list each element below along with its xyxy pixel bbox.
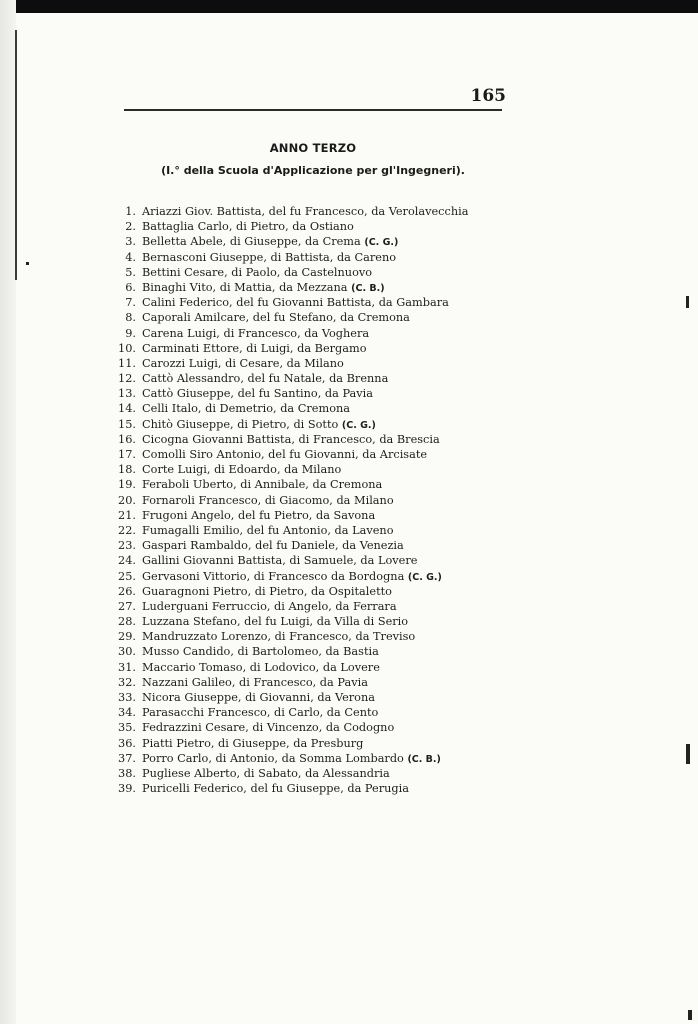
student-entry-mark: (C. G.): [407, 571, 442, 583]
row-number: 24.: [118, 554, 136, 568]
student-row: [108, 417, 508, 432]
student-row: [108, 690, 508, 705]
student-row: [108, 250, 508, 265]
student-entry-text: Puricelli Federico, del fu Giuseppe, da Perugia: [142, 782, 409, 796]
student-row: [108, 447, 508, 462]
scan-left-edge: [0, 0, 16, 1024]
student-entry-text: Gervasoni Vittorio, di Francesco da Bordogna: [142, 569, 405, 583]
student-row: [108, 569, 508, 584]
row-number: 34.: [118, 706, 136, 720]
row-number: 7.: [125, 296, 136, 310]
student-row: [108, 508, 508, 523]
student-entry-text: Feraboli Uberto, di Annibale, da Cremona: [142, 478, 383, 492]
student-entry-text: Caporali Amilcare, del fu Stefano, da Cremona: [142, 311, 410, 325]
row-number: 25.: [118, 569, 136, 583]
student-row: [108, 599, 508, 614]
student-list: [108, 204, 508, 796]
scan-speck: [686, 296, 689, 308]
student-entry-text: Binaghi Vito, di Mattia, da Mezzana: [142, 280, 348, 294]
student-entry-text: Nazzani Galileo, di Francesco, da Pavia: [142, 675, 368, 689]
row-number: 9.: [125, 326, 136, 340]
page-number: 165: [470, 86, 506, 106]
student-entry-text: Celli Italo, di Demetrio, da Cremona: [142, 402, 351, 416]
student-entry-text: Frugoni Angelo, del fu Pietro, da Savona: [142, 508, 376, 522]
student-row: [108, 675, 508, 690]
row-number: 36.: [118, 736, 136, 750]
student-entry-text: Parasacchi Francesco, di Carlo, da Cento: [142, 706, 379, 720]
student-row: [108, 493, 508, 508]
section-subtitle: (I.° della Scuola d'Applicazione per gl'Ingegneri).: [161, 164, 465, 177]
row-number: 13.: [118, 387, 136, 401]
row-number: 15.: [118, 417, 136, 431]
row-number: 35.: [118, 721, 136, 735]
student-row: [108, 584, 508, 599]
student-entry-mark: (C. G.): [341, 419, 376, 431]
student-entry-text: Cattò Alessandro, del fu Natale, da Brenna: [142, 372, 389, 386]
scan-speck: [688, 1010, 692, 1020]
row-number: 12.: [118, 372, 136, 386]
student-row: [108, 660, 508, 675]
student-entry-text: Carminati Ettore, di Luigi, da Bergamo: [142, 341, 367, 355]
student-row: [108, 265, 508, 280]
student-entry-text: Maccario Tomaso, di Lodovico, da Lovere: [142, 660, 380, 674]
row-number: 18.: [118, 463, 136, 477]
student-entry-text: Bernasconi Giuseppe, di Battista, da Careno: [142, 250, 397, 264]
student-entry-mark: (C. B.): [407, 753, 441, 765]
student-row: [108, 371, 508, 386]
row-number: 27.: [118, 599, 136, 613]
row-number: 33.: [118, 691, 136, 704]
scan-speck: [686, 744, 690, 764]
student-entry-text: Calini Federico, del fu Giovanni Battista, da Gambara: [142, 296, 449, 310]
student-entry-text: Battaglia Carlo, di Pietro, da Ostiano: [142, 220, 354, 234]
student-row: [108, 736, 508, 751]
scan-left-binding-line: [15, 30, 17, 280]
student-entry-text: Gaspari Rambaldo, del fu Daniele, da Venezia: [142, 539, 404, 553]
row-number: 5.: [125, 265, 136, 279]
student-row: [108, 204, 508, 219]
student-entry-text: Fedrazzini Cesare, di Vincenzo, da Codogno: [142, 721, 395, 735]
row-number: 6.: [125, 280, 136, 294]
row-number: 1.: [125, 205, 136, 218]
row-number: 30.: [118, 645, 136, 659]
student-row: [108, 477, 508, 492]
student-entry-text: Chitò Giuseppe, di Pietro, di Sotto: [142, 417, 339, 431]
student-row: [108, 766, 508, 781]
student-row: [108, 432, 508, 447]
student-entry-text: Carena Luigi, di Francesco, da Voghera: [142, 326, 370, 340]
row-number: 10.: [118, 341, 136, 355]
student-row: [108, 295, 508, 310]
scan-speck: [26, 262, 29, 265]
student-row: [108, 538, 508, 553]
row-number: 16.: [118, 432, 136, 446]
row-number: 17.: [118, 448, 136, 461]
student-entry-mark: (C. B.): [351, 282, 385, 294]
student-entry-text: Porro Carlo, di Antonio, da Somma Lombardo: [142, 751, 404, 765]
student-entry-text: Bettini Cesare, di Paolo, da Castelnuovo: [142, 265, 373, 279]
student-entry-text: Luderguani Ferruccio, di Angelo, da Ferrara: [142, 599, 397, 613]
student-row: [108, 219, 508, 234]
student-entry-text: Cicogna Giovanni Battista, di Francesco, da Brescia: [142, 432, 440, 446]
row-number: 28.: [118, 615, 136, 629]
student-row: [108, 781, 508, 796]
student-row: [108, 523, 508, 538]
row-number: 29.: [118, 630, 136, 644]
student-row: [108, 644, 508, 659]
student-row: [108, 751, 508, 766]
student-entry-text: Belletta Abele, di Giuseppe, da Crema: [142, 235, 361, 249]
row-number: 21.: [118, 508, 136, 522]
row-number: 4.: [125, 250, 136, 264]
student-entry-text: Luzzana Stefano, del fu Luigi, da Villa di Serio: [142, 615, 409, 629]
row-number: 22.: [118, 523, 136, 537]
student-entry-text: Piatti Pietro, di Giuseppe, da Presburg: [142, 736, 364, 750]
row-number: 2.: [125, 220, 136, 234]
student-row: [108, 356, 508, 371]
student-row: [108, 310, 508, 325]
row-number: 3.: [125, 235, 136, 249]
row-number: 14.: [118, 402, 136, 416]
student-row: [108, 705, 508, 720]
student-entry-text: Musso Candido, di Bartolomeo, da Bastia: [142, 645, 379, 659]
row-number: 23.: [118, 539, 136, 553]
row-number: 39.: [118, 782, 136, 796]
row-number: 38.: [118, 766, 136, 780]
student-entry-text: Pugliese Alberto, di Sabato, da Alessandria: [142, 766, 390, 780]
student-entry-text: Carozzi Luigi, di Cesare, da Milano: [142, 356, 344, 370]
row-number: 8.: [125, 311, 136, 325]
row-number: 37.: [118, 751, 136, 765]
student-entry-text: Corte Luigi, di Edoardo, da Milano: [142, 463, 342, 477]
row-number: 11.: [118, 356, 136, 370]
student-row: [108, 553, 508, 568]
student-row: [108, 386, 508, 401]
section-title: ANNO TERZO: [269, 141, 357, 155]
header-rule: [124, 109, 502, 111]
scan-top-edge: [0, 0, 698, 13]
student-entry-text: Comolli Siro Antonio, del fu Giovanni, da Arcisate: [142, 448, 428, 461]
student-entry-text: Fumagalli Emilio, del fu Antonio, da Laveno: [142, 523, 394, 537]
row-number: 20.: [118, 493, 136, 507]
student-row: [108, 234, 508, 249]
student-row: [108, 614, 508, 629]
student-entry-text: Fornaroli Francesco, di Giacomo, da Milano: [142, 493, 394, 507]
student-entry-text: Ariazzi Giov. Battista, del fu Francesco, da Verolavecchia: [142, 205, 469, 218]
student-row: [108, 720, 508, 735]
row-number: 32.: [118, 675, 136, 689]
student-entry-text: Gallini Giovanni Battista, di Samuele, da Lovere: [142, 554, 418, 568]
student-row: [108, 401, 508, 416]
student-entry-text: Mandruzzato Lorenzo, di Francesco, da Treviso: [142, 630, 416, 644]
student-entry-mark: (C. G.): [364, 237, 399, 249]
row-number: 31.: [118, 660, 136, 674]
student-entry-text: Guaragnoni Pietro, di Pietro, da Ospitaletto: [142, 584, 392, 598]
student-row: [108, 280, 508, 295]
student-row: [108, 326, 508, 341]
row-number: 19.: [118, 478, 136, 492]
student-row: [108, 629, 508, 644]
student-entry-text: Cattò Giuseppe, del fu Santino, da Pavia: [142, 387, 374, 401]
student-row: [108, 462, 508, 477]
student-row: [108, 341, 508, 356]
row-number: 26.: [118, 584, 136, 598]
student-entry-text: Nicora Giuseppe, di Giovanni, da Verona: [142, 691, 375, 704]
